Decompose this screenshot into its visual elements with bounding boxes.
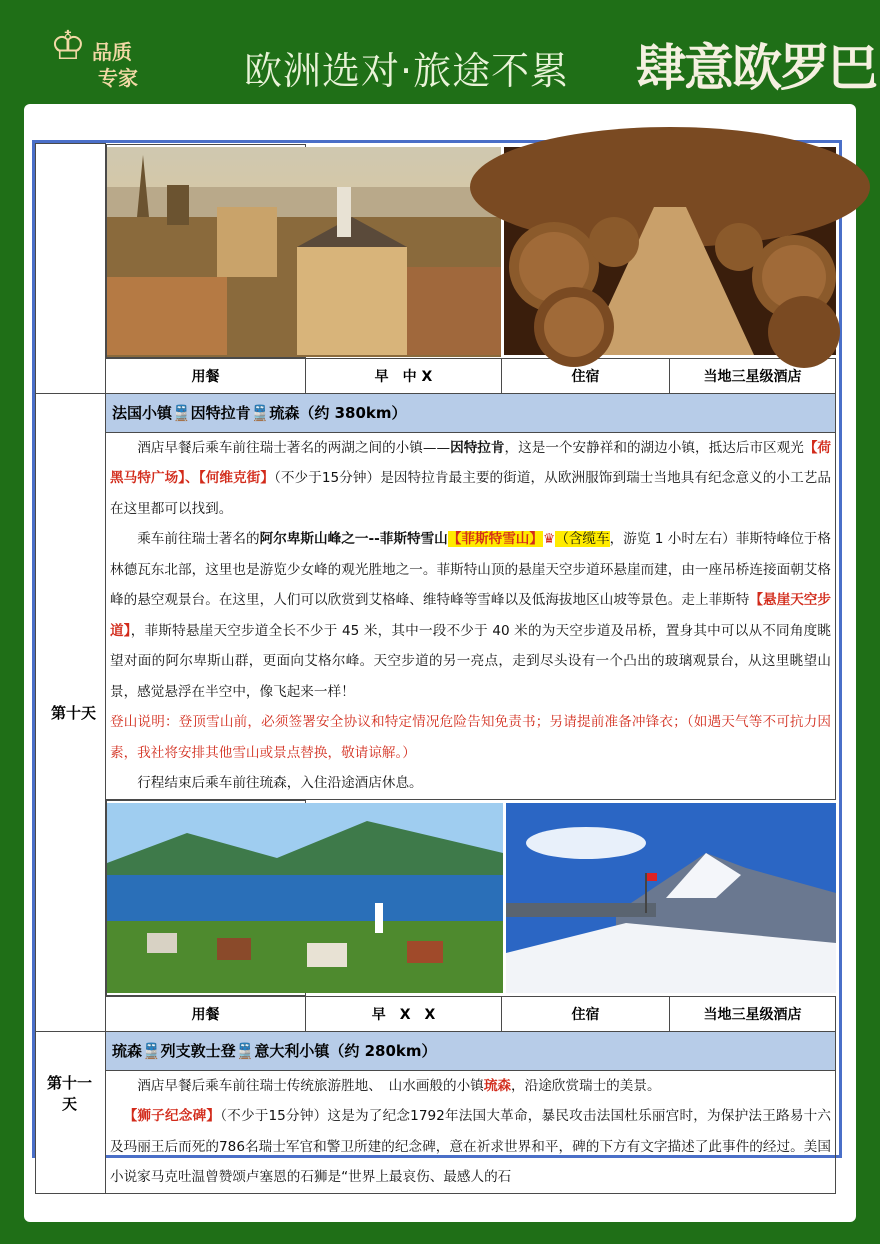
meals-value: 早 中 X	[306, 358, 502, 393]
prev-day-photos-row	[36, 144, 836, 359]
crown-icon: ♛	[543, 531, 556, 547]
crown-icon: ♔	[50, 23, 80, 69]
stay-value: 当地三星级酒店	[670, 996, 836, 1031]
town-photo	[107, 147, 501, 355]
day10-meal-row	[36, 996, 836, 1031]
day10-label: 第十天	[36, 393, 106, 1031]
mountain-skywalk-photo	[506, 803, 836, 993]
meals-label: 用餐	[106, 996, 306, 1031]
meals-label: 用餐	[106, 358, 306, 393]
itinerary-table	[35, 143, 836, 1194]
prev-day-photos	[106, 144, 306, 358]
day10-climbing-note: 登山说明：登顶雪山前，必须签署安全协议和特定情况危险告知免责书；另请提前准备冲锋衣；（如遇天气等不可抗力因素，我社将安排其他雪山或景点替换，敬请谅解。）	[110, 714, 831, 761]
logo-line2: 专家	[98, 66, 138, 90]
day10-body-row	[36, 432, 836, 799]
itinerary-page	[24, 104, 856, 1222]
stay-label: 住宿	[502, 996, 670, 1031]
prev-day-meal-row	[36, 358, 836, 393]
day11-paragraph-1: 酒店早餐后乘车前往瑞士传统旅游胜地、 山水画般的小镇琉森，沿途欣赏瑞士的美景。	[137, 1077, 661, 1094]
day10-title-row	[36, 393, 836, 432]
day10-photos-row	[36, 799, 836, 996]
wine-cellar-photo	[504, 147, 836, 355]
day11-title-row	[36, 1031, 836, 1070]
day11-body-row	[36, 1070, 836, 1193]
stay-label: 住宿	[502, 358, 670, 393]
meals-value: 早 X X	[306, 996, 502, 1031]
page-header	[0, 0, 880, 104]
stay-value: 当地三星级酒店	[670, 358, 836, 393]
day10-paragraph-2: 乘车前往瑞士著名的阿尔卑斯山峰之一--菲斯特雪山【菲斯特雪山】♛（含缆车，游览 1 小时左右）菲斯特峰位于格林德瓦东北部，这里也是游览少女峰的观光胜地之一。菲斯特山顶的悬崖天空步道环悬崖而建，由一座吊桥连接面朝艾格峰的悬空观景台。在这里，人们可以欣赏到艾格峰、维特峰等雪峰以及低海拔地区山坡等景色。走上菲斯特【悬崖天空步道】，菲斯特悬崖天空步道全长不少于 45 米，其中一段不少于 40 米的为天空步道及吊桥，置身其中可以从不同角度眺望对面的阿尔卑斯山群，更面向艾格尔峰。天空步道的另一亮点，走到尽头设有一个凸出的玻璃观景台，从这里眺望山景，感觉悬浮在半空中，像飞起来一样！	[110, 531, 832, 700]
day10-body	[106, 432, 836, 799]
brand-title: 肆意欧罗巴	[636, 39, 876, 97]
day11-body	[106, 1070, 836, 1193]
itinerary-frame	[32, 140, 842, 1185]
day11-title: 琉森🚆列支敦士登🚆意大利小镇（约 280km）	[106, 1031, 836, 1070]
slogan: 欧洲选对·旅途不累	[244, 49, 570, 93]
day11-label: 第十一天	[36, 1031, 106, 1193]
day10-photos	[106, 800, 306, 996]
logo-line1: 品质	[92, 40, 132, 64]
prev-day-cell	[36, 144, 106, 394]
day10-paragraph-4: 行程结束后乘车前往琉森，入住沿途酒店休息。	[137, 775, 423, 791]
lake-photo	[107, 803, 503, 993]
day10-paragraph-1: 酒店早餐后乘车前往瑞士著名的两湖之间的小镇——因特拉肯，这是一个安静祥和的湖边小镇，抵达后市区观光【荷黑马特广场】、【何维克街】（不少于15分钟）是因特拉肯最主要的街道，从欧洲服饰到瑞士当地具有纪念意义的小工艺品在这里都可以找到。	[110, 439, 832, 517]
day10-title: 法国小镇🚆因特拉肯🚆琉森（约 380km）	[106, 393, 836, 432]
day11-paragraph-2: 【狮子纪念碑】（不少于15分钟）这是为了纪念1792年法国大革命，暴民攻击法国杜乐丽宫时，为保护法王路易十六及玛丽王后而死的786名瑞士军官和警卫所建的纪念碑，意在祈求世界和平，碑的下方有文字描述了此事件的经过。美国小说家马克吐温曾赞颂卢塞恩的石狮是“世界上最哀伤、最感人的石	[110, 1108, 832, 1185]
brand-logo	[50, 23, 180, 90]
